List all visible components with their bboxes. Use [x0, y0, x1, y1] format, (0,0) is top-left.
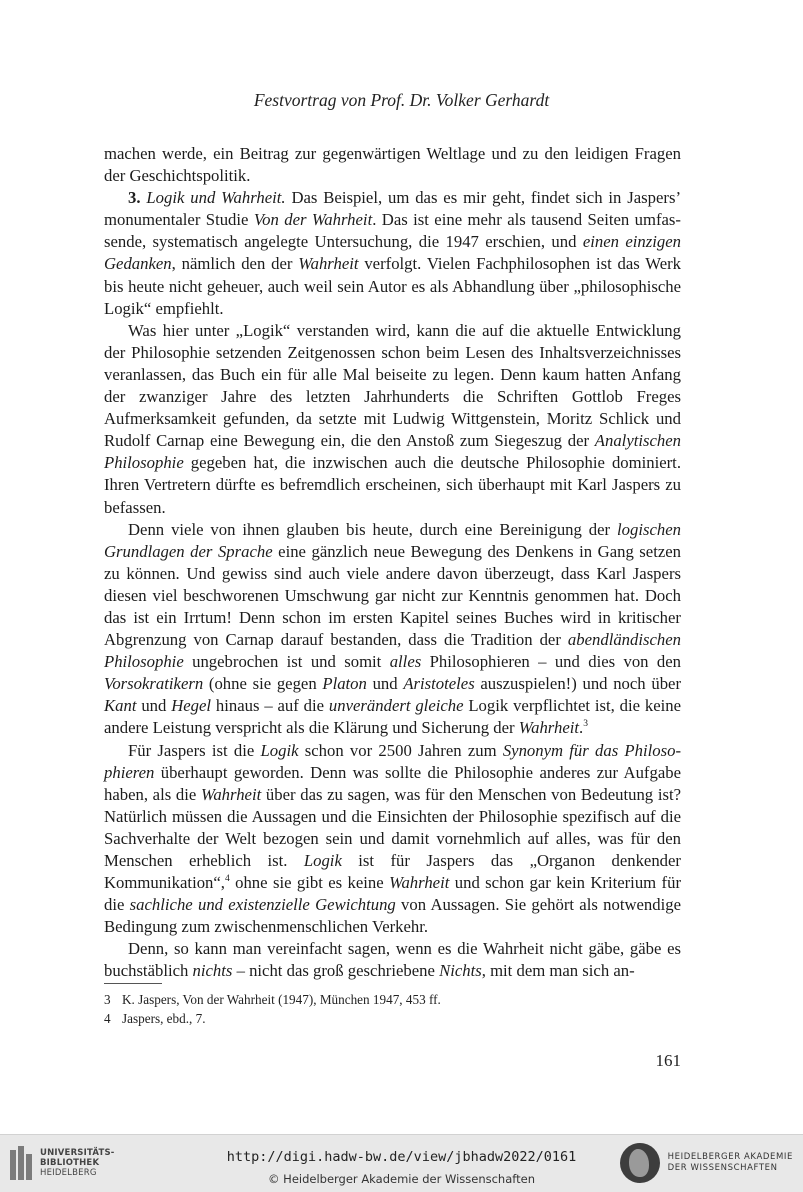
footer-bar: [0, 1134, 803, 1192]
text-run: von Aussagen. Sie gehört als notwendige Bedingung zum zwischenmenschlichen Verkehr.: [104, 895, 681, 937]
paragraph: [104, 740, 681, 939]
footnote-4: [104, 1009, 681, 1028]
text-run: , mit dem man sich an-: [481, 961, 635, 981]
text-run: . Das ist eine mehr als tausend Seiten umfassende, systematisch angelegte Untersuchung, die 1947 erschien, und: [104, 210, 681, 252]
emphasis-text: Kant: [104, 696, 137, 716]
emphasis-text: Analytischen Philosophie: [104, 431, 681, 473]
text-run: ungebrochen ist und somit: [183, 652, 390, 672]
emphasis-text: abendländischen Philosophie: [104, 630, 681, 672]
emphasis-text: Wahrheit: [298, 254, 359, 274]
academy-logo[interactable]: [620, 1141, 793, 1185]
emphasis-text: Logik: [260, 740, 299, 760]
academy-logo-text: HEIDELBERGER AKADEMIE DER WISSENSCHAFTEN: [667, 1152, 793, 1173]
paragraph: [104, 938, 681, 982]
text-run: gegeben hat, die inzwischen auch die deutsche Philosophie dominiert. Ihren Vertretern dürfte es befremdlich erscheinen, sich überhaupt mit Karl Jaspers zu befassen.: [104, 453, 681, 517]
paragraph: [104, 519, 681, 740]
text-run: verfolgt. Vielen Fachphilosophen ist das Werk bis heute nicht geheuer, auch weil sein Autor es als Abhandlung über „philosophische Logik“ empfiehlt.: [104, 254, 682, 318]
text-run: Denn viele von ihnen glauben bis heute, durch eine Bereinigung der: [128, 519, 618, 539]
emphasis-text: alles: [389, 652, 422, 672]
emphasis-text: unverändert gleiche: [328, 696, 464, 716]
text-run: über das zu sagen, was für den Menschen von Bedeutung ist? Natürlich müssen die Aussagen und die Einsichten der Philosophie spezifisch auf die Sachverhalte der Welt bezogen sein und damit vornehmlich auf alles, was für den Menschen erheblich ist.: [104, 784, 681, 870]
text-run: auszuspielen!) und noch über: [474, 674, 682, 694]
page-number: 161: [655, 1051, 681, 1070]
footnote-reference: 3: [583, 718, 588, 729]
footnote-text: K. Jaspers, Von der Wahrheit (1947), München 1947, 453 ff.: [122, 992, 441, 1007]
emphasis-text: Nichts: [439, 961, 482, 981]
footnote-divider: [104, 983, 162, 984]
footnote-reference: 4: [224, 873, 230, 884]
text-run: , nämlich den der: [171, 254, 299, 274]
copyright-notice: © Heidelberger Akademie der Wissenschaften: [268, 1172, 535, 1186]
text-run: – nicht das groß geschriebene: [232, 961, 440, 981]
emphasis-text: Vorsokratikern: [104, 674, 204, 694]
document-url-link[interactable]: http://digi.hadw-bw.de/view/jbhadw2022/0161: [226, 1149, 577, 1165]
body-text: [104, 143, 681, 983]
emphasis-text: einen einzigen Gedanken: [104, 232, 681, 274]
text-run: überhaupt geworden. Denn was sollte die Philosophie anderes zur Aufgabe haben, als die: [104, 762, 681, 804]
academy-seal-icon: [620, 1143, 660, 1183]
emphasis-text: Platon: [322, 674, 367, 694]
text-run: ohne sie gibt es keine: [229, 873, 390, 893]
footnote-number: 3: [104, 992, 111, 1007]
section-number: 3.: [128, 188, 141, 208]
text-run: Das Beispiel, um das es mir geht, findet sich in Jaspers’ monumentaler Studie: [104, 188, 681, 230]
text-run: Logik verpflichtet ist, die keine andere Leistung verspricht als die Klärung und Sicherung der: [104, 696, 681, 738]
footnote-number: 4: [104, 1011, 111, 1026]
text-run: ist für Jaspers das „Organon denkender Kommunikation“,: [104, 851, 681, 893]
text-run: Was hier unter „Logik“ verstanden wird, kann die auf die aktuelle Entwicklung der Philosophie setzenden Zeitgenossen schon beim Lesen des Inhaltsverzeichnisses veranlassen, das Buch ein für alle Mal beiseite zu legen. Denn kaum hatten Anfang der zwanziger Jahre des letzten Jahrhunderts die Schriften Gottlob Freges Aufmerksamkeit gefunden, da setzte mit Ludwig Wittgenstein, Moritz Schlick und Rudolf Carnap eine Bewegung ein, die den Anstoß zum Siegeszug der: [104, 320, 681, 451]
text-run: schon vor 2500 Jahren zum: [298, 740, 503, 760]
paragraph: [104, 320, 681, 519]
emphasis-text: logischen Grundlagen der Sprache: [104, 519, 681, 561]
text-run: und schon gar kein Kriterium für die: [104, 873, 681, 915]
emphasis-text: Synonym für das Philosophieren: [104, 740, 681, 782]
footnotes: [104, 990, 681, 1028]
text-run: hinaus – auf die: [211, 696, 329, 716]
library-logo-text: UNIVERSITÄTS- BIBLIOTHEK HEIDELBERG: [40, 1148, 115, 1178]
paragraph: [104, 187, 681, 320]
footnote-text: Jaspers, ebd., 7.: [122, 1011, 206, 1026]
text-run: .: [579, 718, 584, 738]
footnote-3: [104, 990, 681, 1009]
emphasis-text: Logik: [303, 851, 342, 870]
text-run: und: [366, 674, 404, 694]
text-run: (ohne sie gegen: [203, 674, 323, 694]
emphasis-text: Logik und Wahrheit.: [146, 188, 286, 208]
running-header: Festvortrag von Prof. Dr. Volker Gerhardt: [253, 90, 550, 110]
text-run: Für Jaspers ist die: [128, 740, 261, 760]
emphasis-text: Wahrheit: [518, 718, 580, 738]
emphasis-text: Wahrheit: [200, 784, 262, 804]
text-run: machen werde, ein Beitrag zur gegenwärtigen Weltlage und zu den leidigen Fragen der Geschichtspolitik.: [104, 144, 681, 186]
text-run: Philosophieren – und dies von den: [421, 652, 681, 672]
emphasis-text: Hegel: [171, 696, 212, 716]
paragraph: [104, 143, 681, 187]
emphasis-text: nichts: [192, 961, 233, 981]
emphasis-text: sachliche und existenzielle Gewichtung: [129, 895, 396, 915]
emphasis-text: Wahrheit: [389, 873, 450, 893]
text-run: eine gänzlich neue Bewegung des Denkens in Gang setzen zu können. Und gewiss sind auch viele andere davon überzeugt, dass Karl Jaspers diesen viel beschworenen Umschwung gar nicht zur Kenntnis genommen hat. Doch das ist ein Irrtum! Denn schon im ersten Kapitel seines Buches wird in kritischer Abgrenzung von Carnap darauf bestanden, dass die Tradition der: [104, 541, 682, 650]
emphasis-text: Von der Wahrheit: [253, 210, 373, 230]
text-run: Denn, so kann man vereinfacht sagen, wenn es die Wahrheit nicht gäbe, gäbe es buchstäblich: [104, 939, 681, 981]
text-run: und: [136, 696, 172, 716]
emphasis-text: Aristoteles: [403, 674, 475, 694]
